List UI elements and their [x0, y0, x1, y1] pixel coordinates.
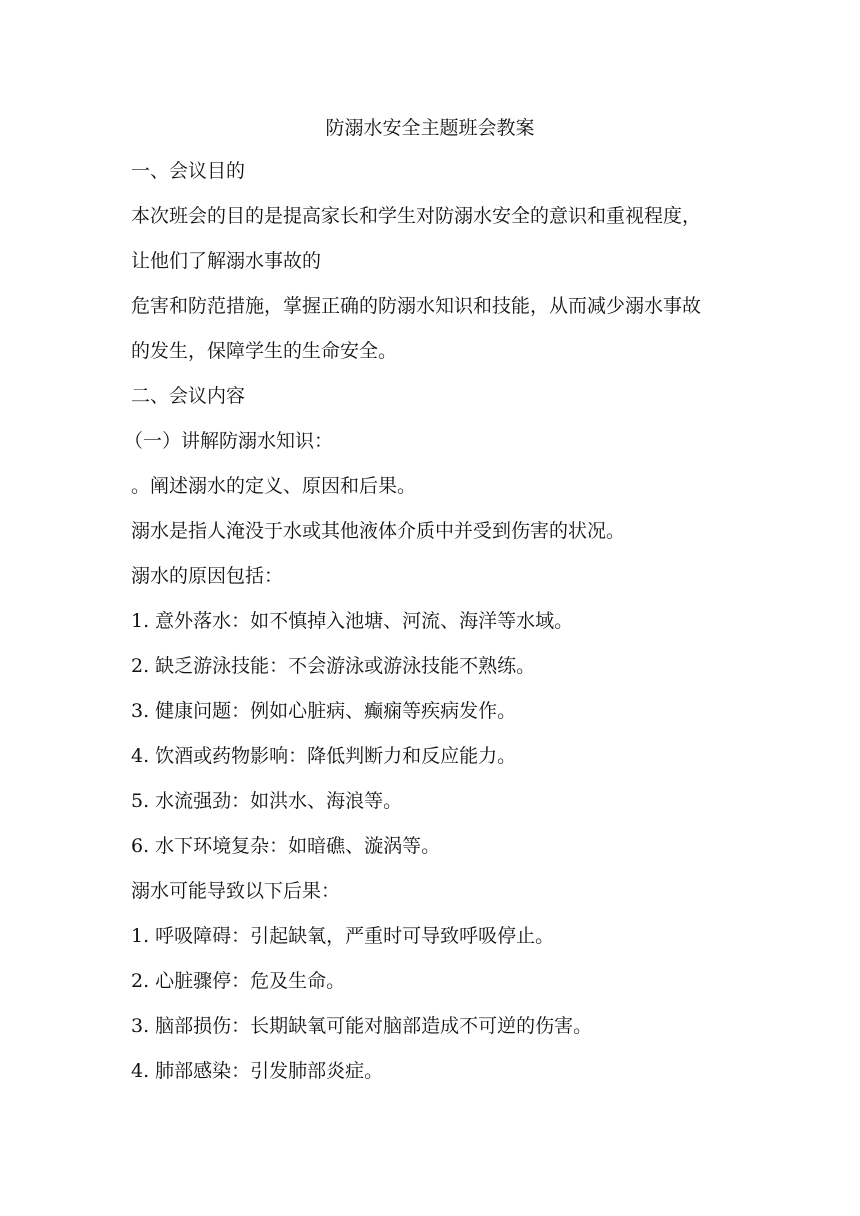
- list-item: 3. 健康问题：例如心脏病、癫痫等疾病发作。: [131, 700, 517, 722]
- list-item: 2. 缺乏游泳技能：不会游泳或游泳技能不熟练。: [131, 655, 536, 677]
- list-heading: 溺水可能导致以下后果：: [131, 880, 341, 902]
- section-heading-purpose: 一、会议目的: [131, 160, 246, 182]
- list-item: 6. 水下环境复杂：如暗礁、漩涡等。: [131, 835, 441, 857]
- list-heading: 溺水的原因包括：: [131, 565, 284, 587]
- list-item: 4. 肺部感染：引发肺部炎症。: [131, 1060, 384, 1082]
- subsection-heading: （一）讲解防溺水知识：: [124, 430, 334, 452]
- paragraph-line: 危害和防范措施，掌握正确的防溺水知识和技能，从而减少溺水事故: [131, 295, 702, 317]
- paragraph-line: 溺水是指人淹没于水或其他液体介质中并受到伤害的状况。: [131, 520, 626, 542]
- paragraph-line: 。阐述溺水的定义、原因和后果。: [131, 475, 417, 497]
- list-item: 5. 水流强劲：如洪水、海浪等。: [131, 790, 403, 812]
- document-title: 防溺水安全主题班会教案: [325, 117, 535, 139]
- list-item: 1. 意外落水：如不慎掉入池塘、河流、海洋等水域。: [131, 610, 574, 632]
- list-item: 1. 呼吸障碍：引起缺氧，严重时可导致呼吸停止。: [131, 925, 555, 947]
- list-item: 4. 饮酒或药物影响：降低判断力和反应能力。: [131, 745, 517, 767]
- paragraph-line: 的发生，保障学生的生命安全。: [131, 340, 398, 362]
- section-heading-content: 二、会议内容: [131, 385, 246, 407]
- list-item: 2. 心脏骤停：危及生命。: [131, 970, 346, 992]
- list-item: 3. 脑部损伤：长期缺氧可能对脑部造成不可逆的伤害。: [131, 1015, 593, 1037]
- paragraph-line: 本次班会的目的是提高家长和学生对防溺水安全的意识和重视程度，: [131, 205, 702, 227]
- paragraph-line: 让他们了解溺水事故的: [131, 250, 322, 272]
